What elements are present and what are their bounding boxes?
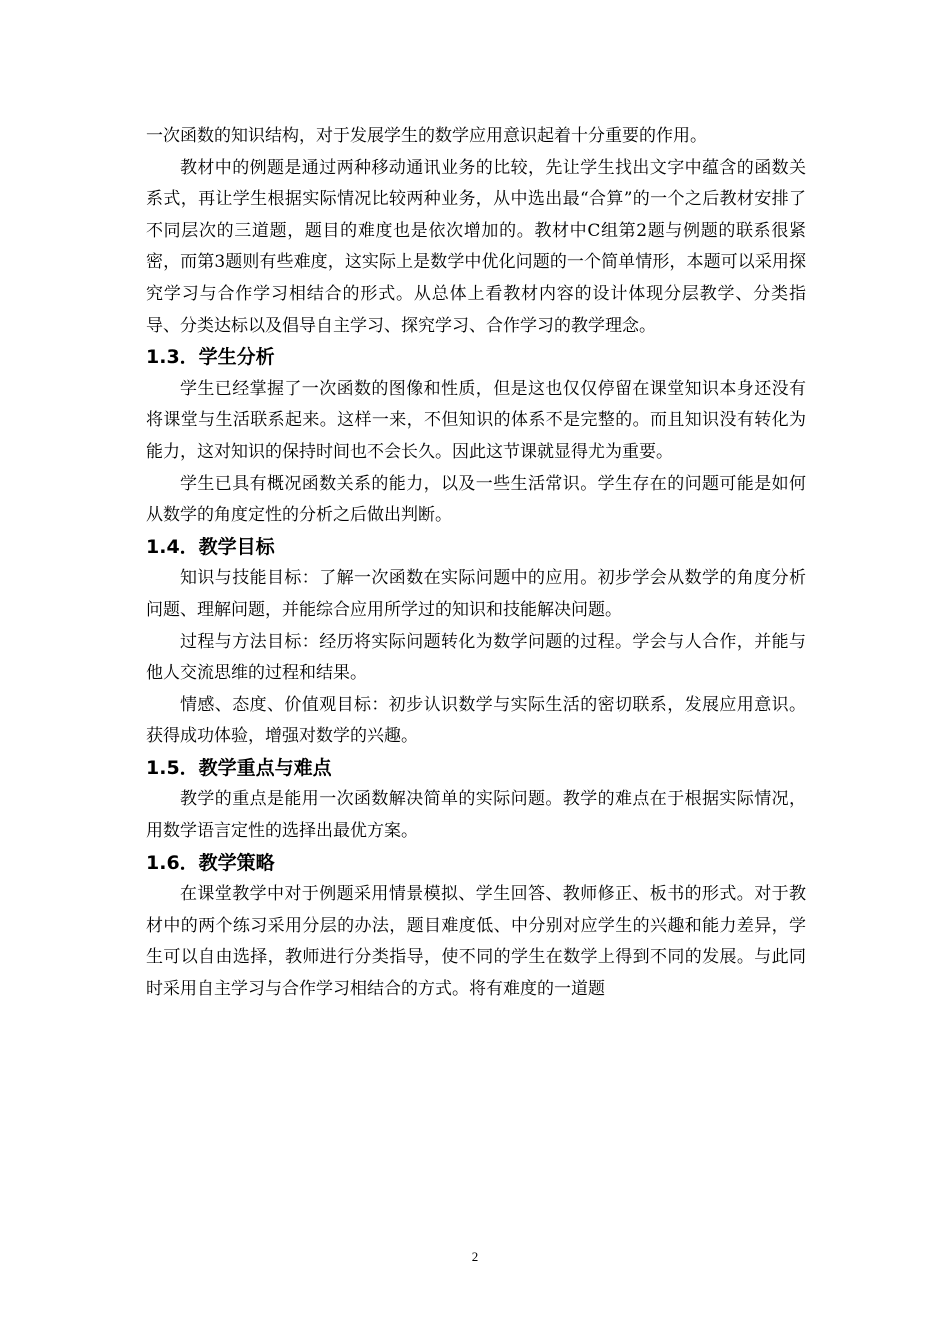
paragraph-student-analysis-2: 学生已具有概况函数关系的能力，以及一些生活常识。学生存在的问题可能是如何从数学的角度定性的分析之后做出判断。 <box>146 473 806 526</box>
section-heading-key-points: 1.5．教学重点与难点 <box>146 756 332 779</box>
page-number: 2 <box>471 1249 479 1264</box>
section-heading-student-analysis: 1.3．学生分析 <box>146 346 275 369</box>
paragraph-textbook-example: 教材中的例题是通过两种移动通讯业务的比较，先让学生找出文字中蕴含的函数关系式，再让学生根据实际情况比较两种业务，从中选出最“合算”的一个之后教材安排了不同层次的三道题，题目的难度也是依次增加的。教材中C组第2题与例题的联系很紧密，而第3题则有些难度，这实际上是数学中优化问题的一个简单情形，本题可以采用探究学习与合作学习相结合的形式。从总体上看教材内容的设计体现分层教学、分类指导、分类达标以及倡导自主学习、探究学习、合作学习的教学理念。 <box>146 157 806 336</box>
paragraph-goal-knowledge: 知识与技能目标：了解一次函数在实际问题中的应用。初步学会从数学的角度分析问题、理解问题，并能综合应用所学过的知识和技能解决问题。 <box>146 568 806 620</box>
paragraph-teaching-strategy: 在课堂教学中对于例题采用情景模拟、学生回答、教师修正、板书的形式。对于教材中的两个练习采用分层的办法，题目难度低、中分别对应学生的兴趣和能力差异，学生可以自由选择，教师进行分类指导，使不同的学生在数学上得到不同的发展。与此同时采用自主学习与合作学习相结合的方式。将有难度的一道题 <box>146 884 806 1000</box>
section-heading-teaching-strategy: 1.6．教学策略 <box>146 851 275 874</box>
document-body <box>146 121 806 1006</box>
paragraph-goal-process: 过程与方法目标：经历将实际问题转化为数学问题的过程。学会与人合作，并能与他人交流思维的过程和结果。 <box>146 631 806 684</box>
paragraph-student-analysis-1: 学生已经掌握了一次函数的图像和性质，但是这也仅仅停留在课堂知识本身还没有将课堂与生活联系起来。这样一来，不但知识的体系不是完整的。而且知识没有转化为能力，这对知识的保持时间也不会长久。因此这节课就显得尤为重要。 <box>146 378 806 462</box>
paragraph-intro-continued: 一次函数的知识结构，对于发展学生的数学应用意识起着十分重要的作用。 <box>146 126 707 146</box>
paragraph-key-points: 教学的重点是能用一次函数解决简单的实际问题。教学的难点在于根据实际情况，用数学语言定性的选择出最优方案。 <box>146 789 806 842</box>
section-heading-teaching-goals: 1.4．教学目标 <box>146 535 275 558</box>
paragraph-goal-emotion: 情感、态度、价值观目标：初步认识数学与实际生活的密切联系，发展应用意识。获得成功体验，增强对数学的兴趣。 <box>146 694 806 747</box>
